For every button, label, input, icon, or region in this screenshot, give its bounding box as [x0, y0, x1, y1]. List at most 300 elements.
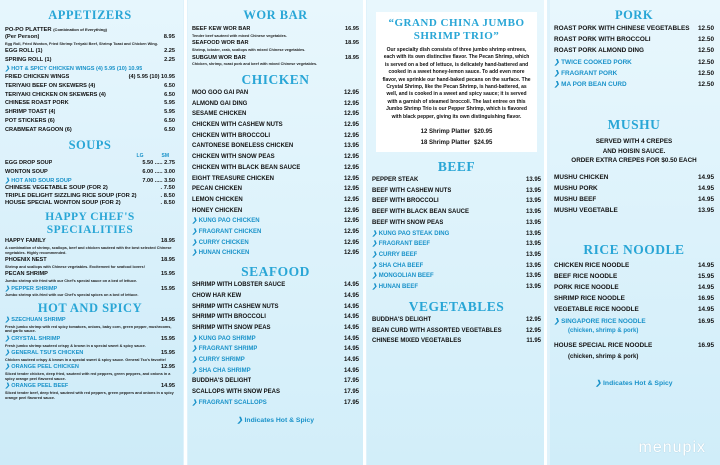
item-name — [372, 282, 418, 293]
item-price: 16.95 — [698, 317, 714, 325]
seafood-list — [192, 280, 359, 408]
chili-icon: ❯ — [192, 367, 199, 374]
chili-icon: ❯ — [554, 317, 562, 325]
mushu-line-2: AND HOISIN SAUCE. — [602, 147, 666, 155]
item-name — [5, 159, 52, 168]
chili-icon: ❯ — [372, 241, 379, 248]
item-name — [5, 237, 46, 246]
menu-item — [5, 256, 175, 265]
platter-name: 18 Shrimp Platter — [420, 139, 470, 146]
item-description: Jumbo shrimp stir fried with our Chef's special sauce on a bed of lettuce. — [5, 279, 138, 284]
item-price: 18.95 — [345, 54, 359, 61]
menu-item — [192, 195, 359, 206]
item-price: 14.95 — [698, 283, 714, 291]
item-price: 12.50 — [698, 36, 714, 44]
item-name-text: HOT & SPICY CHICKEN WINGS (4) 5.95 (10) 10.95 — [11, 65, 143, 72]
item-price: 13.95 — [525, 177, 541, 184]
menu-item — [192, 387, 359, 398]
menu-item — [372, 315, 541, 326]
wor-bar-title: WOR BAR — [243, 8, 308, 22]
item-price: 12.50 — [698, 58, 714, 66]
house-special-row — [554, 340, 714, 351]
menu-item — [192, 355, 359, 366]
beef-title: BEEF — [437, 159, 476, 175]
item-name — [5, 47, 43, 56]
item-name — [192, 88, 248, 99]
item-price: 12.95 — [343, 164, 359, 171]
mushu-line-1: SERVED WITH 4 CREPES — [595, 138, 673, 146]
item-name-text: CHINESE ROAST PORK — [5, 100, 69, 107]
item-name-text: FRAGRANT CHICKEN — [198, 229, 262, 236]
item-name — [192, 312, 266, 323]
item-name — [192, 376, 251, 387]
item-price: . 7.50 — [160, 185, 175, 192]
item-name — [192, 248, 249, 259]
menu-item — [192, 88, 359, 99]
item-price: 12.95 — [343, 196, 359, 203]
chicken-title: CHICKEN — [241, 71, 310, 87]
item-name — [5, 65, 142, 74]
item-name-text: FRAGRANT SCALLOPS — [198, 399, 267, 406]
item-name-text: CURRY CHICKEN — [198, 239, 249, 246]
item-name-text: HAPPY FAMILY — [5, 238, 46, 245]
item-name — [372, 271, 434, 282]
menu-item — [554, 45, 714, 56]
menu-item — [192, 131, 359, 142]
chili-icon: ❯ — [5, 65, 12, 72]
menu-item — [5, 82, 175, 91]
item-name — [5, 117, 55, 126]
menu-column-2 — [188, 0, 363, 465]
item-prices: 5.50 ..... 2.75 — [142, 160, 175, 167]
item-price: 14.95 — [698, 261, 714, 269]
soup-col-lg: LG — [136, 153, 144, 160]
chili-icon: ❯ — [554, 81, 562, 89]
item-price: 12.95 — [343, 122, 359, 128]
item-name-text: FRIED CHICKEN WINGS — [5, 74, 70, 81]
item-name-text: ORANGE PEEL CHICKEN — [11, 364, 79, 371]
menu-item — [554, 194, 714, 205]
item-name-text: BUDDHA'S DELIGHT — [372, 316, 432, 323]
chili-icon: ❯ — [5, 364, 12, 371]
item-name-text: CHICKEN WITH BLACK BEAN SAUCE — [192, 164, 301, 171]
item-price: 13.95 — [525, 251, 541, 258]
menu-item — [5, 108, 175, 117]
item-prices: 6.00 ..... 3.00 — [142, 168, 175, 175]
item-price: 15.95 — [161, 271, 175, 278]
chili-icon: ❯ — [192, 357, 199, 364]
menu-item — [372, 271, 541, 282]
item-price: 5.95 — [164, 100, 175, 107]
item-name: TRIPLE DELIGHT SIZZLING RICE SOUP (FOR 2) — [5, 192, 137, 199]
item-name — [372, 207, 469, 218]
menu-item — [5, 91, 175, 100]
chili-icon: ❯ — [372, 273, 379, 280]
item-name — [192, 291, 241, 302]
shrimp-trio-box — [376, 12, 537, 152]
platter-price: $20.95 — [474, 129, 493, 136]
item-name-text: CURRY SHRIMP — [198, 357, 245, 364]
menu-item — [554, 293, 714, 304]
pork-list — [554, 23, 714, 90]
menu-column-3 — [367, 0, 544, 465]
chili-icon: ❯ — [192, 218, 199, 225]
rice-noodle-list — [554, 260, 714, 327]
menu-item — [5, 382, 175, 391]
item-name — [554, 79, 627, 90]
item-price: 15.95 — [698, 272, 714, 280]
item-name-text: SHRIMP WITH LOBSTER SAUCE — [192, 282, 286, 289]
menu-item — [372, 326, 541, 337]
soup-extra-item — [5, 200, 175, 207]
soups-title: SOUPS — [68, 138, 112, 153]
item-name-text: TERIYAKI BEEF ON SKEWERS (4) — [5, 83, 96, 89]
item-price: 13.95 — [525, 284, 541, 291]
menu-item — [192, 238, 359, 249]
item-description: A combination of shrimp, scallops, beef and chicken sauteed with the best selected Chinese vegetables. Highly recommended. — [5, 245, 172, 255]
item-price: 13.95 — [525, 241, 541, 248]
item-name-text: PECAN SHRIMP — [5, 271, 48, 278]
menu-item — [5, 168, 175, 177]
menu-item — [372, 196, 541, 207]
chili-icon: ❯ — [554, 58, 562, 66]
item-name-text: VEGETABLE RICE NOODLE — [554, 306, 639, 314]
menu-item — [192, 312, 359, 323]
item-name-text: HUNAN BEEF — [378, 284, 419, 291]
item-name — [554, 271, 617, 282]
chili-icon: ❯ — [372, 284, 379, 291]
item-name — [5, 256, 47, 265]
item-name-text: CRABMEAT RAGOON (6) — [5, 126, 72, 133]
item-price: 17.95 — [343, 378, 359, 385]
chili-icon: ❯ — [192, 229, 199, 236]
specialities-title: HAPPY CHEF'S SPECIALITIES — [45, 211, 135, 237]
item-price: 14.95 — [343, 324, 359, 331]
item-name-text: ROAST PORK WITH BROCCOLI — [554, 36, 651, 44]
item-name — [192, 387, 280, 398]
popo-platter-note: (Combination of Everything) — [53, 27, 107, 32]
menu-item — [192, 99, 359, 110]
menu-item — [554, 260, 714, 271]
house-special-price: 16.95 — [698, 342, 714, 350]
item-name-text: GENERAL TSU'S CHICKEN — [11, 350, 84, 357]
menu-item — [554, 68, 714, 79]
item-name — [5, 99, 69, 108]
item-description: Jumbo shrimp stir-fried with our Chef's special spices on a bed of lettuce. — [5, 293, 139, 298]
popo-platter-name: PO-PO PLATTER — [5, 27, 52, 33]
vegetables-list — [372, 315, 541, 347]
item-name — [192, 366, 251, 377]
menu-item — [5, 335, 175, 344]
item-price: 16.95 — [345, 26, 359, 32]
item-name-text: SHA CHA BEEF — [378, 262, 424, 269]
column-divider — [544, 0, 547, 465]
item-name — [5, 285, 57, 294]
price-sm: 3.00 — [164, 168, 175, 175]
item-price: 12.95 — [343, 175, 359, 182]
item-price: 14.95 — [161, 317, 175, 323]
item-price: 15.95 — [161, 285, 175, 292]
item-name-text: MA POR BEAN CURD — [561, 81, 627, 89]
item-name-text: EGG DROP SOUP — [5, 160, 53, 167]
menu-item — [192, 184, 359, 195]
wor-bar-list — [192, 25, 359, 67]
menu-item — [192, 366, 359, 377]
item-price: . 8.50 — [160, 192, 175, 199]
item-name — [372, 326, 502, 337]
chili-icon: ❯ — [192, 346, 199, 353]
item-price: 18.95 — [161, 238, 175, 245]
item-price: 12.95 — [525, 316, 541, 323]
menu-item — [192, 152, 359, 163]
item-name-text: EGG ROLL (1) — [5, 48, 43, 55]
item-name-text: HUNAN CHICKEN — [198, 250, 250, 257]
item-price: 17.95 — [343, 389, 359, 396]
chili-icon: ❯ — [192, 335, 199, 342]
item-name — [5, 363, 79, 372]
chili-icon: ❯ — [5, 350, 12, 357]
item-name — [192, 99, 247, 110]
item-name — [372, 315, 431, 326]
item-name — [192, 355, 245, 366]
item-name — [372, 336, 461, 347]
item-name-text: EIGHT TREASURE CHICKEN — [192, 175, 275, 182]
item-name — [5, 177, 72, 186]
item-name-text: PEPPER STEAK — [372, 177, 419, 184]
menu-item — [372, 282, 541, 293]
item-price: 5.95 — [164, 109, 175, 116]
item-name — [192, 174, 274, 185]
item-price: 12.50 — [698, 69, 714, 77]
item-name — [5, 91, 106, 100]
item-name — [192, 398, 267, 409]
shrimp-trio-title: “GRAND CHINA JUMBO SHRIMP TRIO” — [388, 17, 525, 42]
menu-item — [5, 159, 175, 168]
chili-icon: ❯ — [554, 69, 562, 77]
item-name-text: SHA CHA SHRIMP — [198, 367, 251, 374]
soup-list — [5, 159, 175, 185]
vegetables-title: VEGETABLES — [408, 298, 505, 314]
popo-platter-desc: Egg Roll, Fried Wonton, Fried Shrimp Teriyaki Beef, Shrimp Toast and Chicken Wing. — [5, 41, 158, 46]
item-price: (4) 5.95 (10) 10.95 — [128, 74, 175, 81]
item-name — [5, 316, 66, 325]
item-description: Sliced tender chicken, deep fried, sauteed with red peppers, green peppers, and onions in a spicy orange peel flavored sauce. — [5, 372, 171, 381]
menu-item — [192, 120, 359, 131]
chili-icon: ❯ — [192, 399, 199, 406]
menu-item — [192, 323, 359, 334]
menu-item — [5, 126, 175, 135]
menu-item — [554, 304, 714, 315]
menu-item — [554, 79, 714, 90]
item-price: 15.95 — [161, 350, 175, 357]
hot-spicy-title: HOT AND SPICY — [37, 301, 143, 315]
hot-spicy-list — [5, 316, 175, 400]
item-name — [192, 131, 270, 142]
menupix-logo: menupix — [638, 439, 706, 456]
menu-item — [372, 336, 541, 347]
platter-row — [382, 138, 531, 149]
menu-item — [372, 261, 541, 272]
column-divider — [363, 0, 366, 465]
item-name — [5, 126, 72, 135]
item-description: Chicken, shrimp, roast pork and beef with mixed Chinese vegetables. — [192, 62, 318, 67]
appetizer-list — [5, 47, 175, 134]
item-price: 14.95 — [343, 282, 359, 289]
item-name — [192, 344, 257, 355]
menu-item — [5, 47, 175, 56]
item-price: 18.95 — [161, 257, 175, 264]
item-price: 12.95 — [343, 229, 359, 236]
item-prices: 7.00 ..... 3.50 — [142, 177, 175, 184]
item-name-text: BEEF WITH BROCCOLI — [372, 198, 439, 205]
item-price: 11.95 — [526, 338, 541, 345]
mushu-title: MUSHU — [607, 117, 661, 133]
item-name-text: HOT AND SOUR SOUP — [11, 177, 72, 184]
item-name-text: BEEF WITH BLACK BEAN SAUCE — [372, 209, 469, 216]
item-price: 13.95 — [525, 219, 541, 226]
item-name — [372, 175, 418, 186]
item-price: 12.95 — [343, 250, 359, 257]
item-name-text: SHRIMP WITH SNOW PEAS — [192, 324, 271, 331]
item-price: 15.95 — [161, 335, 175, 342]
item-price: 17.95 — [343, 399, 359, 406]
menu-item — [372, 207, 541, 218]
menu-column-4 — [550, 0, 720, 465]
item-name-text: CHOW HAR KEW — [192, 292, 242, 299]
item-price: 16.95 — [698, 295, 714, 303]
item-name-text: SEAFOOD WOR BAR — [192, 40, 249, 47]
item-name — [5, 335, 60, 344]
item-name-text: LEMON CHICKEN — [192, 196, 243, 203]
item-name-text: SPRING ROLL (1) — [5, 56, 52, 63]
item-price: 12.95 — [343, 154, 359, 161]
chili-icon: ❯ — [372, 251, 379, 258]
menu-item — [5, 270, 175, 279]
pork-title: PORK — [614, 8, 654, 22]
chili-icon: ❯ — [236, 416, 243, 424]
item-name-text: SCALLOPS WITH SNOW PEAS — [192, 389, 281, 396]
item-name — [5, 82, 95, 91]
item-name — [5, 56, 52, 65]
item-name-text: BEEF RICE NOODLE — [554, 272, 618, 280]
menu-item — [192, 141, 359, 152]
menu-item — [5, 117, 175, 126]
item-description: Sliced tender beef, deep fried, sauteed with red peppers, green peppers and onions in a spicy orange peel flavored sauce. — [5, 391, 174, 400]
item-price: 14.95 — [343, 335, 359, 342]
item-name — [554, 260, 629, 271]
item-price: 14.95 — [343, 357, 359, 364]
item-name-text: CHICKEN RICE NOODLE — [554, 261, 630, 269]
soup-extra-list — [5, 185, 175, 207]
item-price: 12.95 — [343, 100, 359, 107]
item-name-text: SINGAPORE RICE NOODLE — [561, 317, 646, 325]
item-name-text: SZECHUAN SHRIMP — [11, 317, 66, 323]
item-name: HOUSE SPECIAL WONTON SOUP (FOR 2) — [5, 199, 121, 206]
item-name — [554, 172, 608, 183]
item-name-text: SUBGUM WOR BAR — [192, 54, 246, 61]
item-price: 12.95 — [343, 207, 359, 214]
item-name — [372, 218, 443, 229]
item-name-text: ORANGE PEEL BEEF — [11, 383, 69, 390]
item-name-text: CHINESE MIXED VEGETABLES — [372, 338, 462, 345]
item-price: 12.95 — [343, 132, 359, 139]
appetizers-title: APPETIZERS — [48, 8, 132, 22]
specialities-list — [5, 237, 175, 298]
menu-item — [5, 237, 175, 246]
menu-item — [554, 316, 714, 327]
item-price: 14.95 — [343, 292, 359, 299]
item-price: 13.95 — [343, 143, 359, 150]
item-price: 14.95 — [343, 314, 359, 321]
item-price: 14.95 — [343, 303, 359, 310]
rice-noodle-title: RICE NOODLE — [583, 241, 685, 257]
platter-list — [382, 127, 531, 148]
chili-icon: ❯ — [192, 250, 199, 257]
menu-item — [192, 163, 359, 174]
item-name-text: HONEY CHICKEN — [192, 207, 243, 214]
item-price: . 8.50 — [160, 199, 175, 206]
menu-item — [372, 186, 541, 197]
soup-col-sm: SM — [161, 153, 169, 160]
item-name-text: BEAN CURD WITH ASSORTED VEGETABLES — [372, 327, 502, 334]
item-description: Shrimp and scallops with Chinese vegetables. Excitement for seafood lovers! — [5, 264, 145, 269]
item-name — [192, 184, 242, 195]
chili-icon: ❯ — [372, 230, 379, 237]
item-name-text: ROAST PORK ALMOND DING — [554, 47, 644, 55]
item-name-text: CURRY BEEF — [378, 251, 418, 258]
chili-icon: ❯ — [5, 335, 12, 342]
menu-item — [192, 344, 359, 355]
chili-icon: ❯ — [5, 383, 12, 390]
item-price: 13.95 — [525, 198, 541, 205]
menu-item — [192, 398, 359, 409]
item-name — [5, 349, 83, 358]
menu-item — [5, 177, 175, 186]
platter-name: 12 Shrimp Platter — [420, 129, 470, 136]
item-price: 14.95 — [161, 383, 175, 390]
item-name — [372, 250, 417, 261]
menu-item — [5, 56, 175, 65]
price-lg: 7.00 — [142, 177, 154, 184]
item-name — [372, 229, 449, 240]
menu-item — [5, 285, 175, 294]
item-price: 6.50 — [164, 117, 175, 124]
item-price: 12.95 — [525, 327, 541, 334]
item-price: 14.95 — [343, 346, 359, 353]
item-name — [554, 304, 639, 315]
item-name-text: MOO GOO GAI PAN — [192, 89, 249, 96]
item-price: 14.95 — [343, 367, 359, 374]
item-name — [5, 270, 48, 279]
indicates-hot-label: Indicates Hot & Spicy — [603, 379, 673, 387]
item-price: 12.95 — [343, 218, 359, 225]
menu-item — [5, 99, 175, 108]
menu-item — [372, 250, 541, 261]
indicates-hot-note-2 — [554, 379, 714, 387]
item-name-text: SHRIMP RICE NOODLE — [554, 295, 625, 303]
indicates-hot-note — [192, 416, 359, 424]
item-name — [554, 205, 618, 216]
menu-item — [192, 25, 359, 34]
item-name-text: ROAST PORK WITH CHINESE VEGETABLES — [554, 25, 690, 32]
price-lg: 5.50 — [142, 160, 154, 167]
popo-platter-per-row — [5, 34, 175, 41]
item-name-text: PEPPER SHRIMP — [11, 285, 58, 292]
item-name: CHINESE VEGETABLE SOUP (FOR 2) — [5, 185, 108, 192]
price-sm: 2.75 — [164, 160, 175, 167]
menu-item — [192, 302, 359, 313]
item-name — [5, 382, 68, 391]
